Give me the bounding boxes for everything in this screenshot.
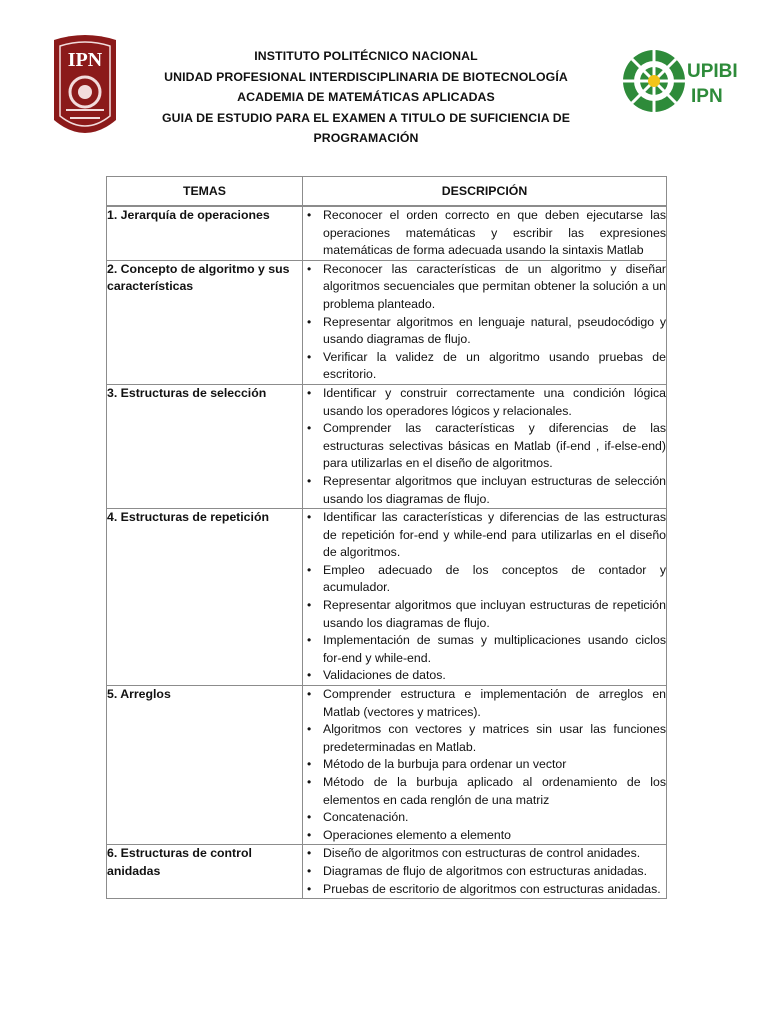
description-cell: [303, 206, 667, 260]
upibi-logo-text: UPIBI: [687, 61, 738, 82]
description-item: • Reconocer las características de un algoritmo y diseñar algoritmos secuenciales que permitan obtener la solución a un problema planteado.: [303, 261, 666, 314]
description-list: [303, 261, 666, 384]
table-row: [107, 206, 667, 260]
description-item: • Representar algoritmos en lenguaje natural, pseudocódigo y usando diagramas de flujo.: [303, 314, 666, 349]
document-header: [140, 46, 592, 149]
unit-title: UNIDAD PROFESIONAL INTERDISCIPLINARIA DE BIOTECNOLOGÍA: [164, 69, 568, 84]
table-row: [107, 260, 667, 384]
description-item: • Representar algoritmos que incluyan estructuras de repetición usando los diagramas de flujo.: [303, 597, 666, 632]
description-item: • Operaciones elemento a elemento: [303, 827, 666, 845]
description-item: • Comprender estructura e implementación de arreglos en Matlab (vectores y matrices).: [303, 686, 666, 721]
description-item: • Representar algoritmos que incluyan estructuras de selección usando los diagramas de flujo.: [303, 473, 666, 508]
table-row: [107, 384, 667, 508]
institution-title: INSTITUTO POLITÉCNICO NACIONAL: [254, 49, 478, 63]
description-item: • Identificar las características y diferencias de las estructuras de repetición for-end y while-end para utilizarlas en el diseño de algoritmos.: [303, 509, 666, 562]
description-item: • Pruebas de escritorio de algoritmos con estructuras anidadas.: [303, 881, 666, 899]
description-item: • Implementación de sumas y multiplicaciones usando ciclos for-end y while-end.: [303, 632, 666, 667]
ipn-logo-text: IPN: [67, 49, 103, 71]
description-list: [303, 385, 666, 508]
topic-cell: 1. Jerarquía de operaciones: [107, 206, 303, 260]
description-cell: [303, 509, 667, 686]
table-row: [107, 686, 667, 845]
description-list: [303, 509, 666, 685]
table-body: [107, 206, 667, 899]
description-item: • Diseño de algoritmos con estructuras de control anidades.: [303, 845, 666, 863]
description-item: • Reconocer el orden correcto en que deben ejecutarse las operaciones matemáticas y escribir las expresiones matemáticas de forma adecuada usando la sintaxis Matlab: [303, 207, 666, 260]
upibi-logo: [620, 44, 738, 118]
description-cell: [303, 260, 667, 384]
description-cell: [303, 384, 667, 508]
description-item: • Verificar la validez de un algoritmo usando pruebas de escritorio.: [303, 349, 666, 384]
topic-cell: 6. Estructuras de control anidadas: [107, 845, 303, 899]
description-cell: [303, 686, 667, 845]
description-cell: [303, 845, 667, 899]
table-row: [107, 509, 667, 686]
description-item: • Validaciones de datos.: [303, 667, 666, 685]
description-item: • Algoritmos con vectores y matrices sin usar las funciones predeterminadas en Matlab.: [303, 721, 666, 756]
description-item: • Empleo adecuado de los conceptos de contador y acumulador.: [303, 562, 666, 597]
description-item: • Concatenación.: [303, 809, 666, 827]
ipn-logo: [50, 30, 120, 146]
description-list: [303, 845, 666, 898]
academy-title: ACADEMIA DE MATEMÁTICAS APLICADAS: [237, 90, 495, 105]
header-descripcion: DESCRIPCIÓN: [303, 177, 667, 207]
topic-cell: 4. Estructuras de repetición: [107, 509, 303, 686]
topic-cell: 3. Estructuras de selección: [107, 384, 303, 508]
table-row: [107, 845, 667, 899]
guide-title: GUIA DE ESTUDIO PARA EL EXAMEN A TITULO DE SUFICIENCIA DE: [161, 110, 571, 125]
topic-cell: 5. Arreglos: [107, 686, 303, 845]
topic-cell: 2. Concepto de algoritmo y sus características: [107, 260, 303, 384]
description-list: [303, 207, 666, 260]
description-item: • Método de la burbuja para ordenar un vector: [303, 756, 666, 774]
description-list: [303, 686, 666, 844]
description-item: • Método de la burbuja aplicado al ordenamiento de los elementos en cada renglón de una matriz: [303, 774, 666, 809]
topics-table: [106, 176, 667, 899]
subject-title: PROGRAMACIÓN: [313, 131, 419, 146]
table-header-row: [107, 177, 667, 207]
description-item: • Identificar y construir correctamente una condición lógica usando los operadores lógicos y relacionales.: [303, 385, 666, 420]
description-item: • Comprender las características y diferencias de las estructuras selectivas básicas en Matlab (if-end , if-else-end) para utilizarlas en el diseño de algoritmos.: [303, 420, 666, 473]
header-temas: TEMAS: [107, 177, 303, 207]
upibi-logo-subtext: IPN: [691, 86, 723, 107]
description-item: • Diagramas de flujo de algoritmos con estructuras anidadas.: [303, 863, 666, 881]
